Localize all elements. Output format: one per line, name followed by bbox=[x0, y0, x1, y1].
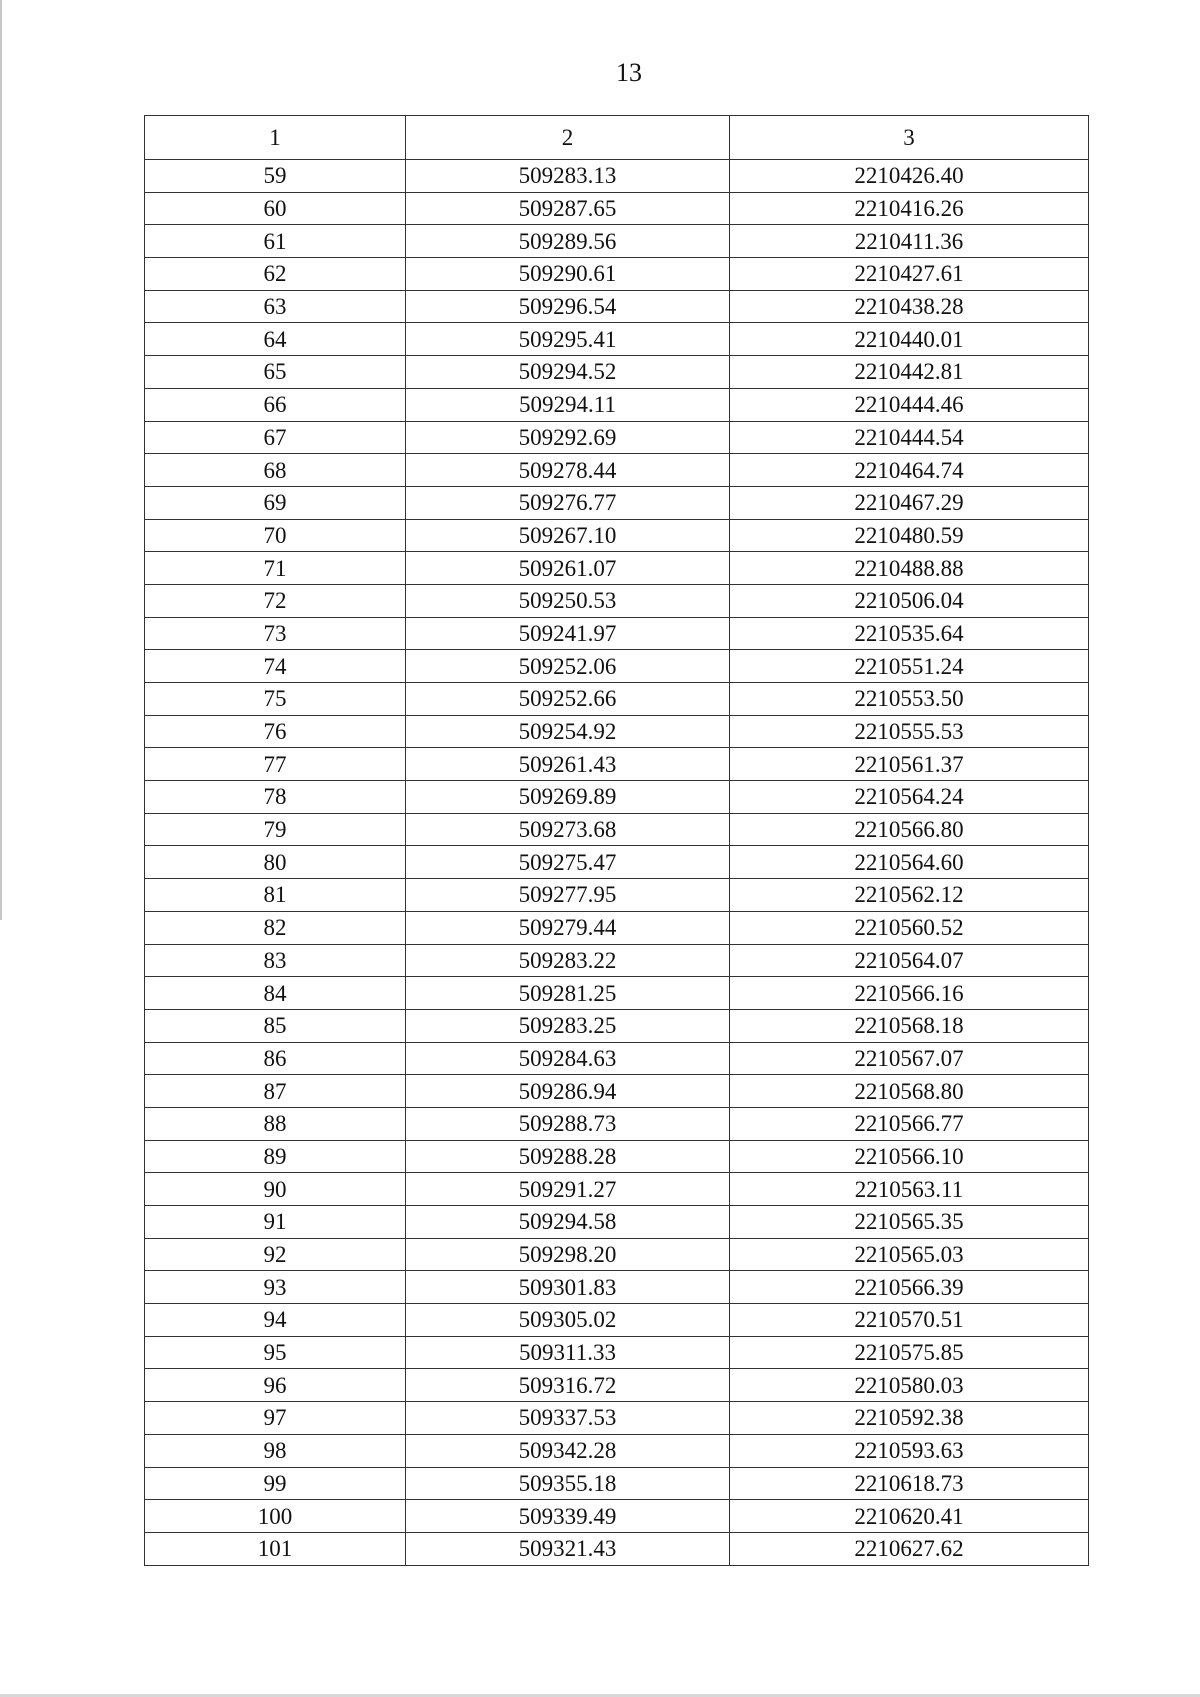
x-coordinate-cell: 509287.65 bbox=[406, 192, 730, 225]
y-coordinate-cell: 2210562.12 bbox=[730, 879, 1089, 912]
point-number-cell: 78 bbox=[145, 781, 406, 814]
y-coordinate-cell: 2210560.52 bbox=[730, 911, 1089, 944]
table-row bbox=[145, 683, 1089, 716]
point-number-cell: 97 bbox=[145, 1402, 406, 1435]
table-row bbox=[145, 1009, 1089, 1042]
point-number-cell: 96 bbox=[145, 1369, 406, 1402]
y-coordinate-cell: 2210568.80 bbox=[730, 1075, 1089, 1108]
y-coordinate-cell: 2210440.01 bbox=[730, 323, 1089, 356]
x-coordinate-cell: 509269.89 bbox=[406, 781, 730, 814]
x-coordinate-cell: 509284.63 bbox=[406, 1042, 730, 1075]
x-coordinate-cell: 509279.44 bbox=[406, 911, 730, 944]
point-number-cell: 70 bbox=[145, 519, 406, 552]
x-coordinate-cell: 509294.11 bbox=[406, 388, 730, 421]
table-row bbox=[145, 813, 1089, 846]
table-header bbox=[145, 116, 1089, 160]
point-number-cell: 74 bbox=[145, 650, 406, 683]
x-coordinate-cell: 509252.06 bbox=[406, 650, 730, 683]
point-number-cell: 68 bbox=[145, 454, 406, 487]
point-number-cell: 64 bbox=[145, 323, 406, 356]
table-row bbox=[145, 1107, 1089, 1140]
x-coordinate-cell: 509261.43 bbox=[406, 748, 730, 781]
point-number-cell: 95 bbox=[145, 1336, 406, 1369]
y-coordinate-cell: 2210568.18 bbox=[730, 1009, 1089, 1042]
x-coordinate-cell: 509296.54 bbox=[406, 290, 730, 323]
point-number-cell: 69 bbox=[145, 486, 406, 519]
scan-edge-left bbox=[0, 0, 2, 920]
table-row bbox=[145, 1467, 1089, 1500]
table-row bbox=[145, 486, 1089, 519]
point-number-cell: 72 bbox=[145, 584, 406, 617]
y-coordinate-cell: 2210580.03 bbox=[730, 1369, 1089, 1402]
y-coordinate-cell: 2210480.59 bbox=[730, 519, 1089, 552]
point-number-cell: 88 bbox=[145, 1107, 406, 1140]
x-coordinate-cell: 509298.20 bbox=[406, 1238, 730, 1271]
x-coordinate-cell: 509286.94 bbox=[406, 1075, 730, 1108]
y-coordinate-cell: 2210411.36 bbox=[730, 225, 1089, 258]
point-number-cell: 79 bbox=[145, 813, 406, 846]
table-row bbox=[145, 617, 1089, 650]
y-coordinate-cell: 2210565.35 bbox=[730, 1206, 1089, 1239]
y-coordinate-cell: 2210464.74 bbox=[730, 454, 1089, 487]
point-number-cell: 63 bbox=[145, 290, 406, 323]
x-coordinate-cell: 509273.68 bbox=[406, 813, 730, 846]
y-coordinate-cell: 2210566.10 bbox=[730, 1140, 1089, 1173]
x-coordinate-cell: 509281.25 bbox=[406, 977, 730, 1010]
y-coordinate-cell: 2210566.16 bbox=[730, 977, 1089, 1010]
point-number-cell: 101 bbox=[145, 1532, 406, 1565]
x-coordinate-cell: 509295.41 bbox=[406, 323, 730, 356]
table-row bbox=[145, 1304, 1089, 1337]
y-coordinate-cell: 2210564.24 bbox=[730, 781, 1089, 814]
x-coordinate-cell: 509337.53 bbox=[406, 1402, 730, 1435]
x-coordinate-cell: 509250.53 bbox=[406, 584, 730, 617]
column-header-2: 2 bbox=[406, 116, 730, 160]
table-row bbox=[145, 388, 1089, 421]
x-coordinate-cell: 509254.92 bbox=[406, 715, 730, 748]
y-coordinate-cell: 2210620.41 bbox=[730, 1500, 1089, 1533]
point-number-cell: 92 bbox=[145, 1238, 406, 1271]
point-number-cell: 83 bbox=[145, 944, 406, 977]
y-coordinate-cell: 2210427.61 bbox=[730, 258, 1089, 291]
y-coordinate-cell: 2210564.60 bbox=[730, 846, 1089, 879]
y-coordinate-cell: 2210570.51 bbox=[730, 1304, 1089, 1337]
y-coordinate-cell: 2210566.80 bbox=[730, 813, 1089, 846]
y-coordinate-cell: 2210564.07 bbox=[730, 944, 1089, 977]
table-row bbox=[145, 290, 1089, 323]
x-coordinate-cell: 509294.52 bbox=[406, 356, 730, 389]
point-number-cell: 98 bbox=[145, 1434, 406, 1467]
point-number-cell: 84 bbox=[145, 977, 406, 1010]
x-coordinate-cell: 509339.49 bbox=[406, 1500, 730, 1533]
table-row bbox=[145, 1369, 1089, 1402]
x-coordinate-cell: 509241.97 bbox=[406, 617, 730, 650]
table-row bbox=[145, 650, 1089, 683]
y-coordinate-cell: 2210444.54 bbox=[730, 421, 1089, 454]
table-body bbox=[145, 160, 1089, 1566]
x-coordinate-cell: 509292.69 bbox=[406, 421, 730, 454]
point-number-cell: 75 bbox=[145, 683, 406, 716]
table-row bbox=[145, 944, 1089, 977]
y-coordinate-cell: 2210563.11 bbox=[730, 1173, 1089, 1206]
point-number-cell: 80 bbox=[145, 846, 406, 879]
x-coordinate-cell: 509261.07 bbox=[406, 552, 730, 585]
y-coordinate-cell: 2210426.40 bbox=[730, 160, 1089, 193]
point-number-cell: 91 bbox=[145, 1206, 406, 1239]
x-coordinate-cell: 509316.72 bbox=[406, 1369, 730, 1402]
table-row bbox=[145, 584, 1089, 617]
y-coordinate-cell: 2210551.24 bbox=[730, 650, 1089, 683]
table-row bbox=[145, 1206, 1089, 1239]
y-coordinate-cell: 2210618.73 bbox=[730, 1467, 1089, 1500]
y-coordinate-cell: 2210565.03 bbox=[730, 1238, 1089, 1271]
table-row bbox=[145, 977, 1089, 1010]
x-coordinate-cell: 509276.77 bbox=[406, 486, 730, 519]
x-coordinate-cell: 509289.56 bbox=[406, 225, 730, 258]
table-row bbox=[145, 160, 1089, 193]
x-coordinate-cell: 509291.27 bbox=[406, 1173, 730, 1206]
point-number-cell: 77 bbox=[145, 748, 406, 781]
point-number-cell: 60 bbox=[145, 192, 406, 225]
x-coordinate-cell: 509342.28 bbox=[406, 1434, 730, 1467]
x-coordinate-cell: 509301.83 bbox=[406, 1271, 730, 1304]
table-row bbox=[145, 1434, 1089, 1467]
point-number-cell: 90 bbox=[145, 1173, 406, 1206]
table-row bbox=[145, 258, 1089, 291]
y-coordinate-cell: 2210535.64 bbox=[730, 617, 1089, 650]
table-row bbox=[145, 356, 1089, 389]
x-coordinate-cell: 509288.28 bbox=[406, 1140, 730, 1173]
point-number-cell: 67 bbox=[145, 421, 406, 454]
table-row bbox=[145, 323, 1089, 356]
table-row bbox=[145, 781, 1089, 814]
table-row bbox=[145, 1271, 1089, 1304]
point-number-cell: 65 bbox=[145, 356, 406, 389]
y-coordinate-cell: 2210592.38 bbox=[730, 1402, 1089, 1435]
point-number-cell: 94 bbox=[145, 1304, 406, 1337]
y-coordinate-cell: 2210566.77 bbox=[730, 1107, 1089, 1140]
table-row bbox=[145, 192, 1089, 225]
point-number-cell: 61 bbox=[145, 225, 406, 258]
table-row bbox=[145, 1173, 1089, 1206]
x-coordinate-cell: 509305.02 bbox=[406, 1304, 730, 1337]
y-coordinate-cell: 2210575.85 bbox=[730, 1336, 1089, 1369]
table-row bbox=[145, 748, 1089, 781]
point-number-cell: 86 bbox=[145, 1042, 406, 1075]
y-coordinate-cell: 2210567.07 bbox=[730, 1042, 1089, 1075]
table-row bbox=[145, 1402, 1089, 1435]
table-row bbox=[145, 1238, 1089, 1271]
point-number-cell: 99 bbox=[145, 1467, 406, 1500]
point-number-cell: 93 bbox=[145, 1271, 406, 1304]
y-coordinate-cell: 2210444.46 bbox=[730, 388, 1089, 421]
table-row bbox=[145, 1336, 1089, 1369]
y-coordinate-cell: 2210553.50 bbox=[730, 683, 1089, 716]
table-row bbox=[145, 879, 1089, 912]
table-row bbox=[145, 519, 1089, 552]
x-coordinate-cell: 509288.73 bbox=[406, 1107, 730, 1140]
table-row bbox=[145, 715, 1089, 748]
point-number-cell: 85 bbox=[145, 1009, 406, 1042]
point-number-cell: 62 bbox=[145, 258, 406, 291]
table-row bbox=[145, 421, 1089, 454]
x-coordinate-cell: 509311.33 bbox=[406, 1336, 730, 1369]
x-coordinate-cell: 509283.13 bbox=[406, 160, 730, 193]
point-number-cell: 82 bbox=[145, 911, 406, 944]
point-number-cell: 87 bbox=[145, 1075, 406, 1108]
x-coordinate-cell: 509283.22 bbox=[406, 944, 730, 977]
point-number-cell: 71 bbox=[145, 552, 406, 585]
point-number-cell: 59 bbox=[145, 160, 406, 193]
y-coordinate-cell: 2210555.53 bbox=[730, 715, 1089, 748]
point-number-cell: 100 bbox=[145, 1500, 406, 1533]
column-header-1: 1 bbox=[145, 116, 406, 160]
x-coordinate-cell: 509252.66 bbox=[406, 683, 730, 716]
header-row bbox=[145, 116, 1089, 160]
table-row bbox=[145, 911, 1089, 944]
table-row bbox=[145, 1532, 1089, 1565]
table-row bbox=[145, 552, 1089, 585]
y-coordinate-cell: 2210593.63 bbox=[730, 1434, 1089, 1467]
point-number-cell: 73 bbox=[145, 617, 406, 650]
y-coordinate-cell: 2210627.62 bbox=[730, 1532, 1089, 1565]
y-coordinate-cell: 2210416.26 bbox=[730, 192, 1089, 225]
x-coordinate-cell: 509294.58 bbox=[406, 1206, 730, 1239]
y-coordinate-cell: 2210506.04 bbox=[730, 584, 1089, 617]
page-number: 13 bbox=[616, 58, 642, 87]
table-row bbox=[145, 454, 1089, 487]
table-row bbox=[145, 1075, 1089, 1108]
y-coordinate-cell: 2210488.88 bbox=[730, 552, 1089, 585]
table-row bbox=[145, 846, 1089, 879]
y-coordinate-cell: 2210561.37 bbox=[730, 748, 1089, 781]
x-coordinate-cell: 509277.95 bbox=[406, 879, 730, 912]
table-row bbox=[145, 1042, 1089, 1075]
table-row bbox=[145, 1140, 1089, 1173]
y-coordinate-cell: 2210438.28 bbox=[730, 290, 1089, 323]
point-number-cell: 76 bbox=[145, 715, 406, 748]
column-header-3: 3 bbox=[730, 116, 1089, 160]
x-coordinate-cell: 509290.61 bbox=[406, 258, 730, 291]
point-number-cell: 89 bbox=[145, 1140, 406, 1173]
x-coordinate-cell: 509355.18 bbox=[406, 1467, 730, 1500]
x-coordinate-cell: 509321.43 bbox=[406, 1532, 730, 1565]
table-row bbox=[145, 1500, 1089, 1533]
y-coordinate-cell: 2210467.29 bbox=[730, 486, 1089, 519]
y-coordinate-cell: 2210566.39 bbox=[730, 1271, 1089, 1304]
coordinates-table bbox=[144, 115, 1089, 1566]
point-number-cell: 81 bbox=[145, 879, 406, 912]
y-coordinate-cell: 2210442.81 bbox=[730, 356, 1089, 389]
x-coordinate-cell: 509267.10 bbox=[406, 519, 730, 552]
table-row bbox=[145, 225, 1089, 258]
x-coordinate-cell: 509278.44 bbox=[406, 454, 730, 487]
x-coordinate-cell: 509283.25 bbox=[406, 1009, 730, 1042]
point-number-cell: 66 bbox=[145, 388, 406, 421]
x-coordinate-cell: 509275.47 bbox=[406, 846, 730, 879]
